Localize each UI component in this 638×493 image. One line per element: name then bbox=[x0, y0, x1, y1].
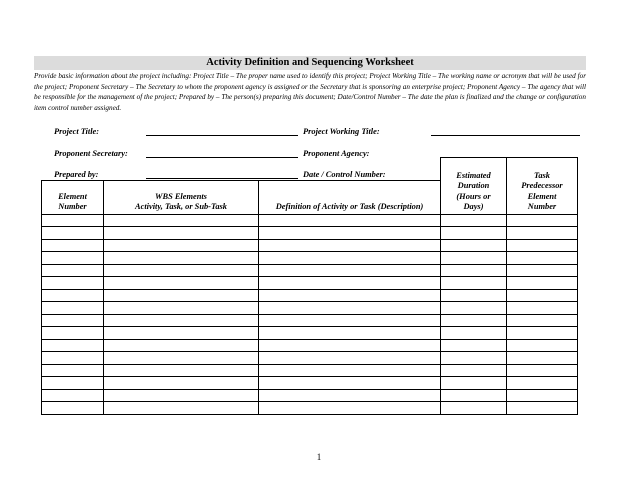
page-number: 1 bbox=[316, 452, 322, 462]
estimated-duration-cell[interactable] bbox=[441, 402, 507, 415]
estimated-duration-cell[interactable] bbox=[441, 264, 507, 277]
task-predecessor-header-text: Task Predecessor Element Number bbox=[521, 170, 563, 212]
table-row bbox=[42, 327, 578, 340]
definition-cell[interactable] bbox=[259, 252, 441, 265]
definition-cell[interactable] bbox=[259, 377, 441, 390]
wbs-element-cell[interactable] bbox=[104, 339, 259, 352]
estimated-duration-cell[interactable] bbox=[441, 252, 507, 265]
definition-cell[interactable] bbox=[259, 214, 441, 227]
definition-cell[interactable] bbox=[259, 302, 441, 315]
element-number-cell[interactable] bbox=[42, 264, 104, 277]
estimated-duration-header-text: Estimated Duration (Hours or Days) bbox=[456, 170, 491, 212]
wbs-element-cell[interactable] bbox=[104, 402, 259, 415]
estimated-duration-cell[interactable] bbox=[441, 339, 507, 352]
element-number-cell[interactable] bbox=[42, 364, 104, 377]
wbs-element-cell[interactable] bbox=[104, 377, 259, 390]
estimated-duration-cell[interactable] bbox=[441, 214, 507, 227]
wbs-element-cell[interactable] bbox=[104, 239, 259, 252]
wbs-elements-header bbox=[104, 180, 259, 214]
wbs-element-cell[interactable] bbox=[104, 327, 259, 340]
table-row bbox=[42, 339, 578, 352]
element-number-cell[interactable] bbox=[42, 389, 104, 402]
element-number-cell[interactable] bbox=[42, 402, 104, 415]
task-predecessor-header bbox=[507, 158, 578, 215]
table-row bbox=[42, 314, 578, 327]
estimated-duration-cell[interactable] bbox=[441, 364, 507, 377]
table-row bbox=[42, 352, 578, 365]
task-predecessor-cell[interactable] bbox=[507, 377, 578, 390]
table-row bbox=[42, 364, 578, 377]
wbs-element-cell[interactable] bbox=[104, 277, 259, 290]
definition-cell[interactable] bbox=[259, 289, 441, 302]
table-row bbox=[42, 264, 578, 277]
project-working-title-label: Project Working Title: bbox=[303, 127, 380, 136]
spacer-cell bbox=[42, 158, 104, 181]
task-predecessor-cell[interactable] bbox=[507, 302, 578, 315]
task-predecessor-cell[interactable] bbox=[507, 289, 578, 302]
table-row bbox=[42, 377, 578, 390]
estimated-duration-cell[interactable] bbox=[441, 377, 507, 390]
wbs-element-cell[interactable] bbox=[104, 314, 259, 327]
table-row bbox=[42, 277, 578, 290]
table-row bbox=[42, 289, 578, 302]
prepared-by-label: Prepared by: bbox=[54, 170, 99, 179]
element-number-cell[interactable] bbox=[42, 302, 104, 315]
table-top-spacer bbox=[42, 158, 578, 181]
table-row bbox=[42, 227, 578, 240]
wbs-element-cell[interactable] bbox=[104, 364, 259, 377]
estimated-duration-cell[interactable] bbox=[441, 239, 507, 252]
wbs-element-cell[interactable] bbox=[104, 252, 259, 265]
intro-instructions: Provide basic information about the project including: Project Title – The proper name used to identify this project; Project Working Title – The working name or acronym that will be used for the project; Proponent Secretary – The Secretary to whom the proponent agency is assigned or the Secretary that is sponsoring an enterprise project; Proponent Agency – The agency that will be responsible for the management of the project; Prepared by – The person(s) preparing this document; Date/Control Number – The date the plan is finalized and the change or configuration item control number assigned. bbox=[34, 72, 586, 112]
spacer-cell bbox=[104, 158, 259, 181]
definition-cell[interactable] bbox=[259, 264, 441, 277]
task-predecessor-cell[interactable] bbox=[507, 327, 578, 340]
wbs-element-cell[interactable] bbox=[104, 227, 259, 240]
table-row bbox=[42, 389, 578, 402]
worksheet-title: Activity Definition and Sequencing Worksheet bbox=[34, 56, 586, 70]
spacer-cell bbox=[259, 158, 441, 181]
task-predecessor-cell[interactable] bbox=[507, 239, 578, 252]
definition-cell[interactable] bbox=[259, 327, 441, 340]
wbs-element-cell[interactable] bbox=[104, 289, 259, 302]
task-predecessor-cell[interactable] bbox=[507, 389, 578, 402]
table-row bbox=[42, 252, 578, 265]
estimated-duration-cell[interactable] bbox=[441, 389, 507, 402]
task-predecessor-cell[interactable] bbox=[507, 252, 578, 265]
proponent-agency-label: Proponent Agency: bbox=[303, 149, 370, 158]
definition-cell[interactable] bbox=[259, 239, 441, 252]
definition-cell[interactable] bbox=[259, 389, 441, 402]
task-predecessor-cell[interactable] bbox=[507, 339, 578, 352]
table-row bbox=[42, 214, 578, 227]
definition-cell[interactable] bbox=[259, 364, 441, 377]
element-number-cell[interactable] bbox=[42, 289, 104, 302]
task-predecessor-cell[interactable] bbox=[507, 352, 578, 365]
task-predecessor-cell[interactable] bbox=[507, 314, 578, 327]
project-title-field[interactable] bbox=[146, 135, 298, 136]
estimated-duration-header bbox=[441, 158, 507, 215]
table-row bbox=[42, 302, 578, 315]
task-predecessor-cell[interactable] bbox=[507, 277, 578, 290]
estimated-duration-cell[interactable] bbox=[441, 277, 507, 290]
wbs-elements-header-text: WBS Elements Activity, Task, or Sub-Task bbox=[135, 191, 227, 212]
element-number-cell[interactable] bbox=[42, 339, 104, 352]
element-number-cell[interactable] bbox=[42, 227, 104, 240]
estimated-duration-cell[interactable] bbox=[441, 302, 507, 315]
wbs-element-cell[interactable] bbox=[104, 264, 259, 277]
table-row bbox=[42, 402, 578, 415]
definition-header-text: Definition of Activity or Task (Description) bbox=[275, 202, 424, 212]
definition-cell[interactable] bbox=[259, 227, 441, 240]
proponent-secretary-label: Proponent Secretary: bbox=[54, 149, 128, 158]
element-number-cell[interactable] bbox=[42, 239, 104, 252]
wbs-element-cell[interactable] bbox=[104, 302, 259, 315]
estimated-duration-cell[interactable] bbox=[441, 227, 507, 240]
estimated-duration-cell[interactable] bbox=[441, 352, 507, 365]
estimated-duration-cell[interactable] bbox=[441, 327, 507, 340]
definition-cell[interactable] bbox=[259, 277, 441, 290]
element-number-cell[interactable] bbox=[42, 252, 104, 265]
definition-cell[interactable] bbox=[259, 314, 441, 327]
element-number-header bbox=[42, 180, 104, 214]
estimated-duration-cell[interactable] bbox=[441, 289, 507, 302]
wbs-element-cell[interactable] bbox=[104, 214, 259, 227]
definition-cell[interactable] bbox=[259, 402, 441, 415]
definition-cell[interactable] bbox=[259, 352, 441, 365]
activity-worksheet-table bbox=[41, 157, 578, 415]
element-number-cell[interactable] bbox=[42, 327, 104, 340]
wbs-element-cell[interactable] bbox=[104, 389, 259, 402]
element-number-cell[interactable] bbox=[42, 314, 104, 327]
element-number-header-text: Element Number bbox=[58, 191, 87, 212]
task-predecessor-cell[interactable] bbox=[507, 227, 578, 240]
task-predecessor-cell[interactable] bbox=[507, 214, 578, 227]
task-predecessor-cell[interactable] bbox=[507, 264, 578, 277]
estimated-duration-cell[interactable] bbox=[441, 314, 507, 327]
date-control-number-label: Date / Control Number: bbox=[303, 170, 386, 179]
element-number-cell[interactable] bbox=[42, 377, 104, 390]
task-predecessor-cell[interactable] bbox=[507, 402, 578, 415]
wbs-element-cell[interactable] bbox=[104, 352, 259, 365]
task-predecessor-cell[interactable] bbox=[507, 364, 578, 377]
table-row bbox=[42, 239, 578, 252]
element-number-cell[interactable] bbox=[42, 277, 104, 290]
project-working-title-field[interactable] bbox=[431, 135, 580, 136]
project-title-label: Project Title: bbox=[54, 127, 100, 136]
definition-cell[interactable] bbox=[259, 339, 441, 352]
definition-header bbox=[259, 180, 441, 214]
element-number-cell[interactable] bbox=[42, 214, 104, 227]
element-number-cell[interactable] bbox=[42, 352, 104, 365]
